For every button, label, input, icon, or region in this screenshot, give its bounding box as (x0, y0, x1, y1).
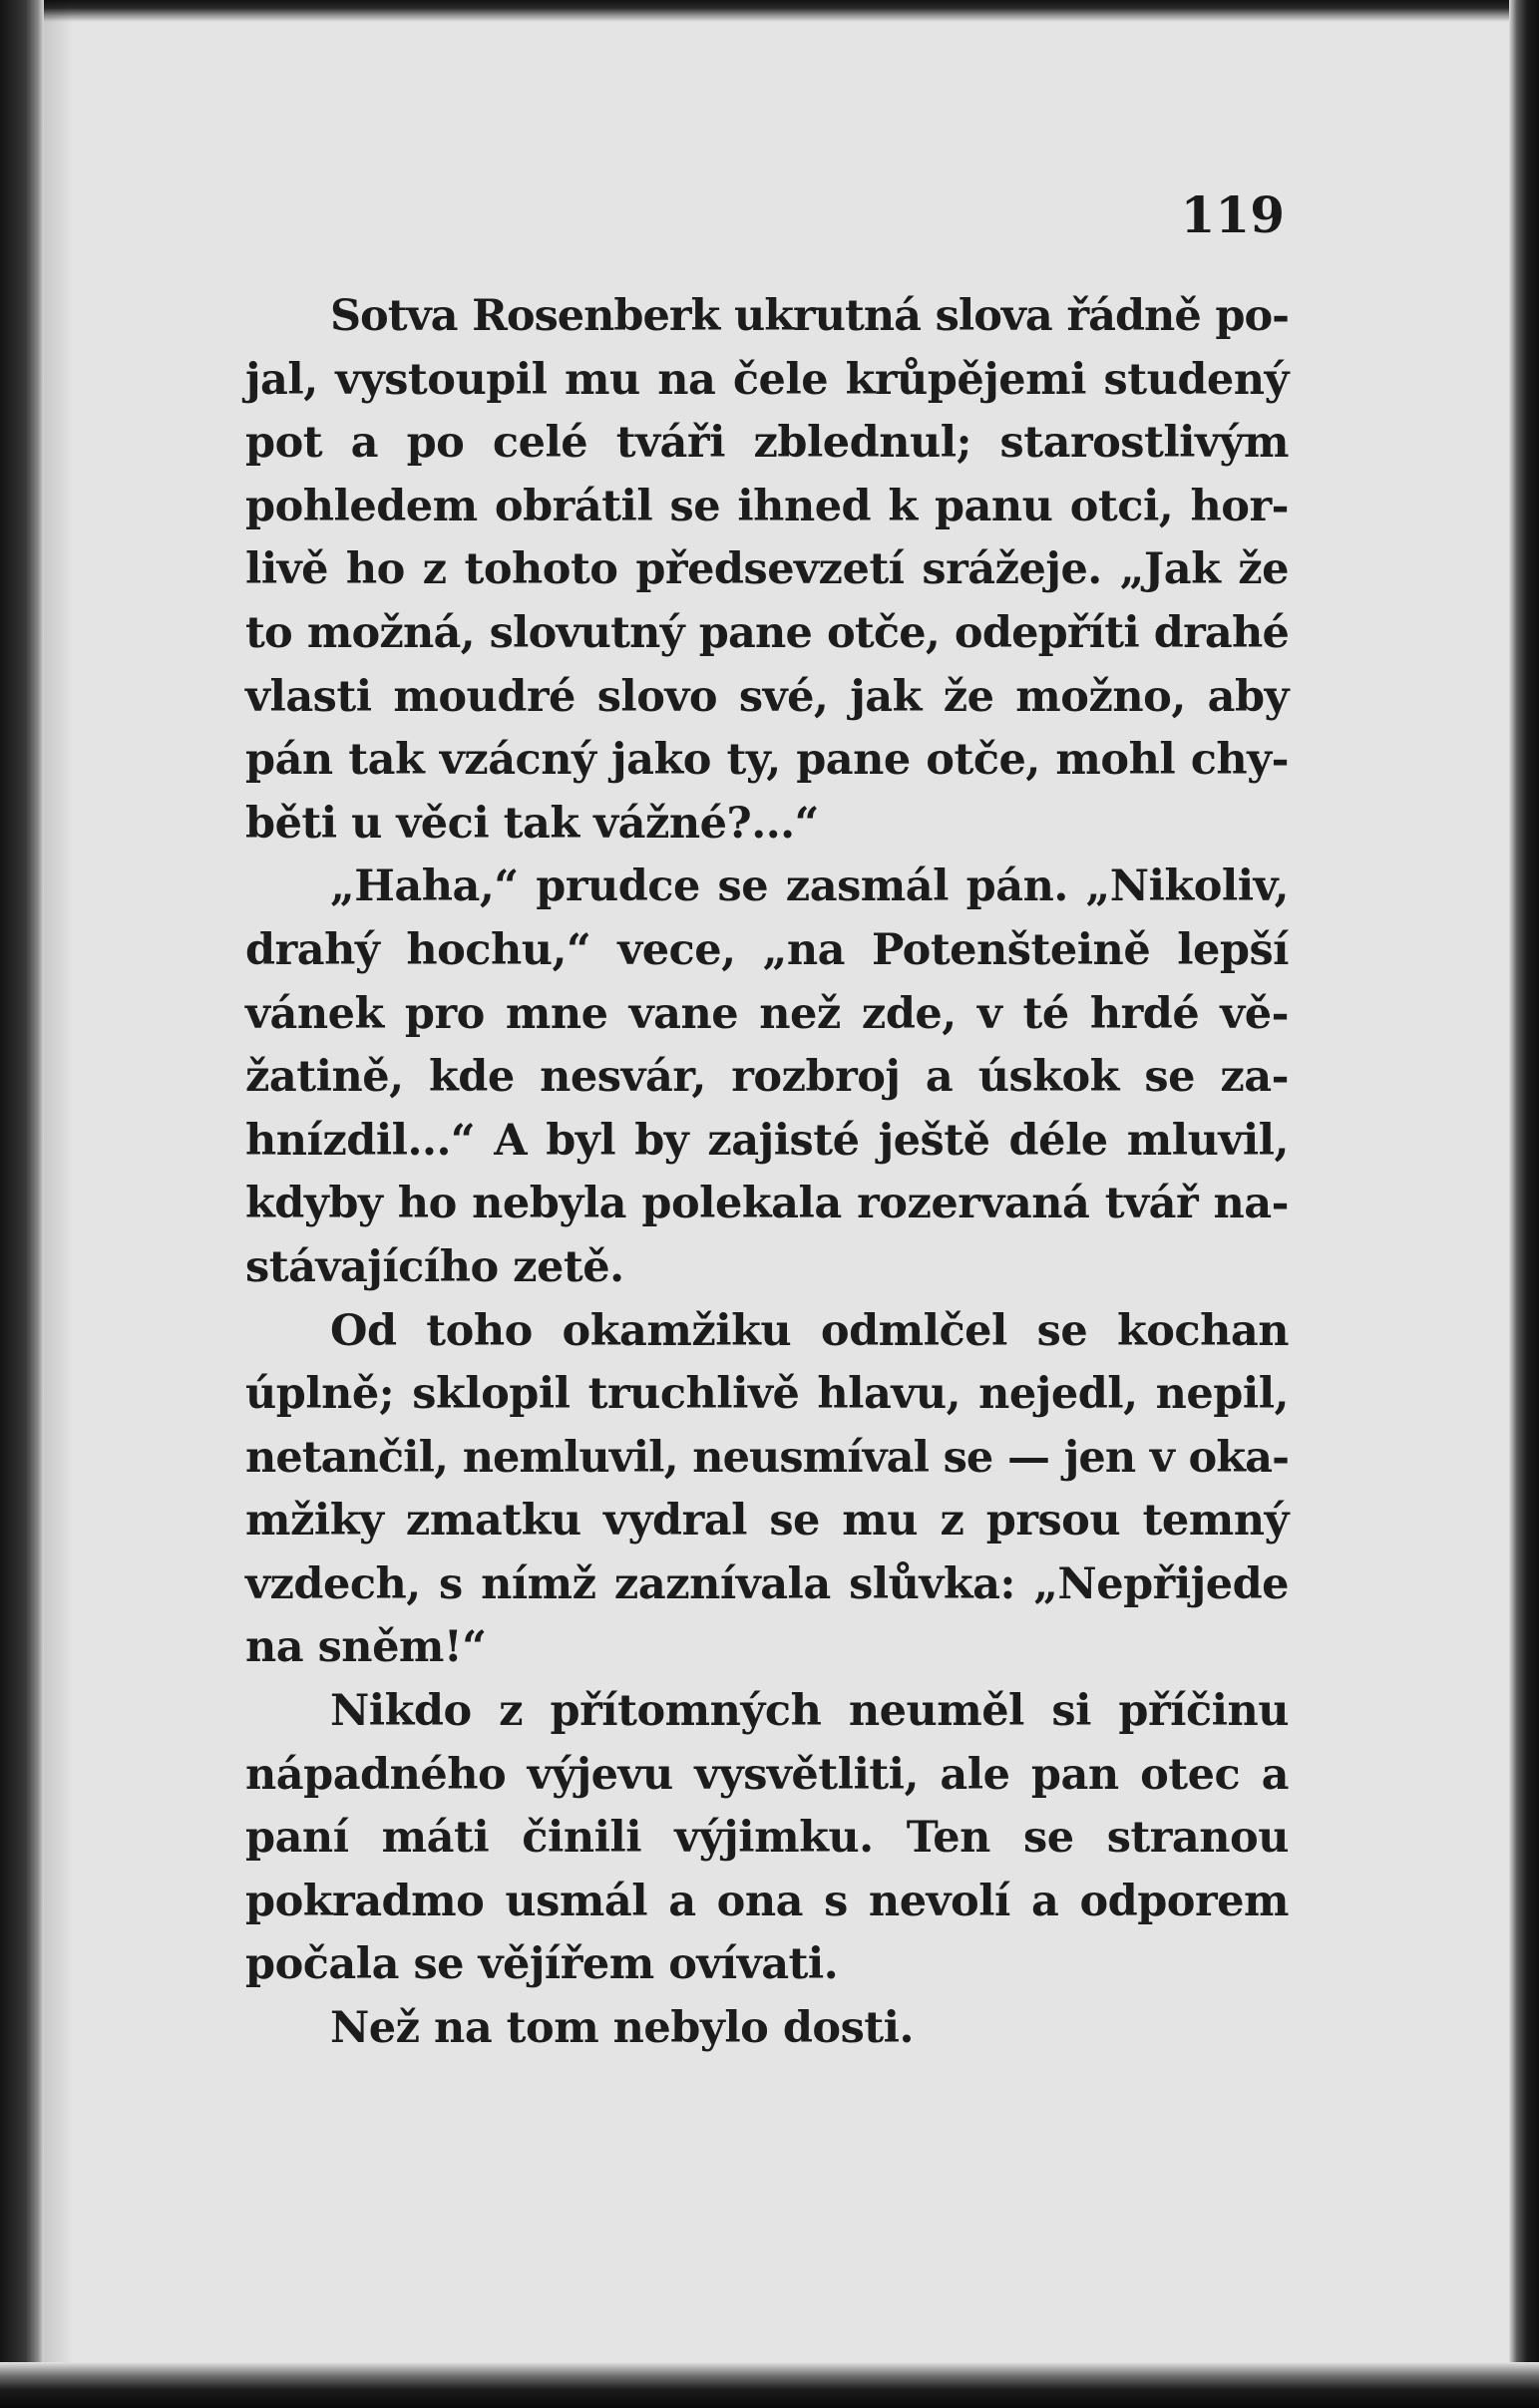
text-line: drahý hochu,“ vece, „na Potenšteině lepší (245, 924, 1289, 975)
scan-edge-bottom (0, 2362, 1539, 2408)
text-line: pohledem obrátil se ihned k panu otci, hor- (245, 481, 1289, 531)
text-line: kdyby ho nebyla polekala rozervaná tvář na- (245, 1179, 1289, 1229)
text-line: Nikdo z přítomných neuměl si příčinu (330, 1686, 1289, 1737)
text-line: pokradmo usmál a ona s nevolí a odporem (245, 1876, 1289, 1926)
text-line: hnízdil...“ A byl by zajisté ještě déle mluvil, (245, 1115, 1289, 1166)
body-text (245, 285, 1289, 2061)
text-line: vzdech, s nímž zaznívala slůvka: „Nepřijede (245, 1558, 1289, 1609)
text-line: mžiky zmatku vydral se mu z prsou temný (245, 1496, 1289, 1547)
text-line: livě ho z tohoto předsevzetí srážeje. „Jak že (245, 544, 1289, 595)
text-line: vánek pro mne vane než zde, v té hrdé vě- (245, 988, 1289, 1039)
scan-edge-top (0, 0, 1539, 22)
text-line: běti u věci tak vážné?...“ (245, 798, 819, 849)
text-line: paní máti činili výjimku. Ten se stranou (245, 1813, 1289, 1864)
scan-edge-right (1509, 0, 1539, 2408)
page-number: 119 (1180, 185, 1285, 244)
text-line: žatině, kde nesvár, rozbroj a úskok se za- (245, 1052, 1289, 1103)
text-line: počala se vějířem ovívati. (245, 1939, 839, 1990)
text-line: nápadného výjevu vysvětliti, ale pan otec a (245, 1749, 1289, 1800)
text-line: Sotva Rosenberk ukrutná slova řádně po- (330, 291, 1289, 341)
text-line: Než na tom nebylo dosti. (330, 2003, 914, 2054)
text-line: to možná, slovutný pane otče, odepříti drahé (245, 607, 1289, 658)
gutter-shadow (44, 0, 74, 2408)
scan-edge-left (0, 0, 44, 2408)
text-line: stávajícího zetě. (245, 1241, 624, 1292)
text-line: vlasti moudré slovo své, jak že možno, aby (245, 671, 1289, 722)
text-line: pán tak vzácný jako ty, pane otče, mohl chy- (245, 735, 1289, 786)
text-line: jal, vystoupil mu na čele krůpějemi studený (245, 354, 1289, 405)
text-line: netančil, nemluvil, neusmíval se — jen v oka- (245, 1432, 1289, 1483)
text-line: Od toho okamžiku odmlčel se kochan (330, 1305, 1289, 1356)
text-line: úplně; sklopil truchlivě hlavu, nejedl, nepil, (245, 1369, 1289, 1420)
text-line: pot a po celé tváři zblednul; starostlivým (245, 418, 1289, 469)
text-line: „Haha,“ prudce se zasmál pán. „Nikoliv, (330, 861, 1289, 912)
text-line: na sněm!“ (245, 1622, 487, 1673)
